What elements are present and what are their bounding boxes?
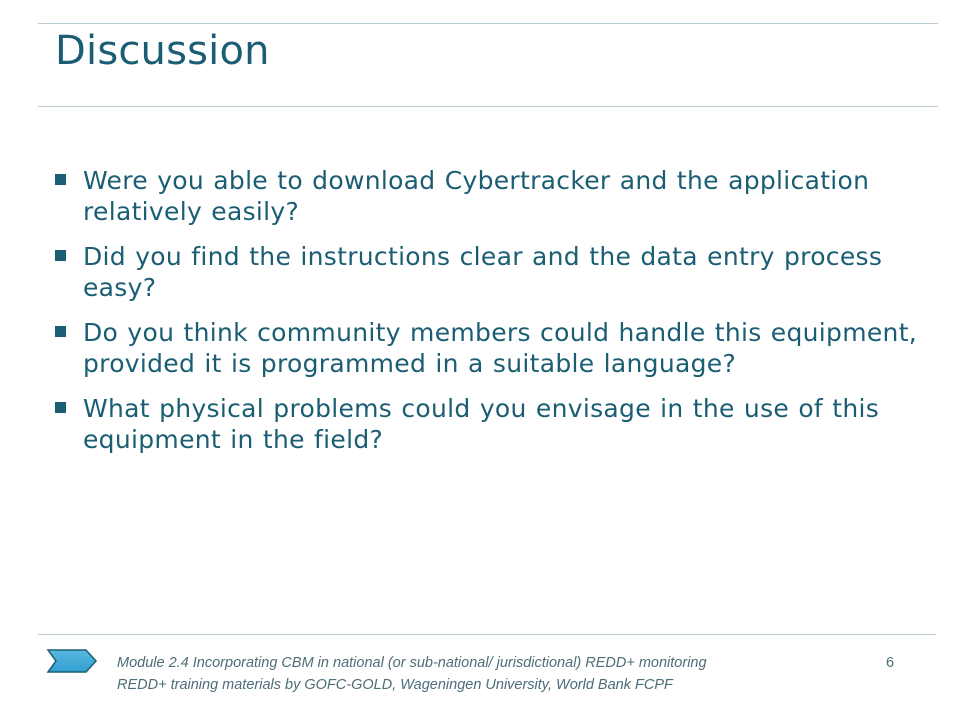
footer-credits-line: REDD+ training materials by GOFC-GOLD, Wageningen University, World Bank FCPF <box>117 677 673 693</box>
bullet-text: Do you think community members could handle this equipment, provided it is programmed in a suitable language? <box>83 318 918 378</box>
square-bullet-icon <box>55 250 66 261</box>
bullet-text: What physical problems could you envisage in the use of this equipment in the field? <box>83 394 880 454</box>
bullet-list <box>55 165 935 469</box>
page-number: 6 <box>886 655 895 671</box>
square-bullet-icon <box>55 402 66 413</box>
bullet-text: Did you find the instructions clear and the data entry process easy? <box>83 242 883 302</box>
footer-text <box>117 652 857 696</box>
footer-rule <box>38 634 936 635</box>
title-underline-rule <box>38 106 938 107</box>
square-bullet-icon <box>55 174 66 185</box>
bullet-item <box>55 241 935 303</box>
bullet-item <box>55 317 935 379</box>
top-rule <box>38 23 938 24</box>
slide-title: Discussion <box>55 28 270 74</box>
bullet-item <box>55 393 935 455</box>
bullet-text: Were you able to download Cybertracker and the application relatively easily? <box>83 166 870 226</box>
chevron-arrow-icon <box>46 648 98 674</box>
bullet-item <box>55 165 935 227</box>
square-bullet-icon <box>55 326 66 337</box>
footer-module-line: Module 2.4 Incorporating CBM in national (or sub-national/ jurisdictional) REDD+ monitoring <box>117 655 707 671</box>
